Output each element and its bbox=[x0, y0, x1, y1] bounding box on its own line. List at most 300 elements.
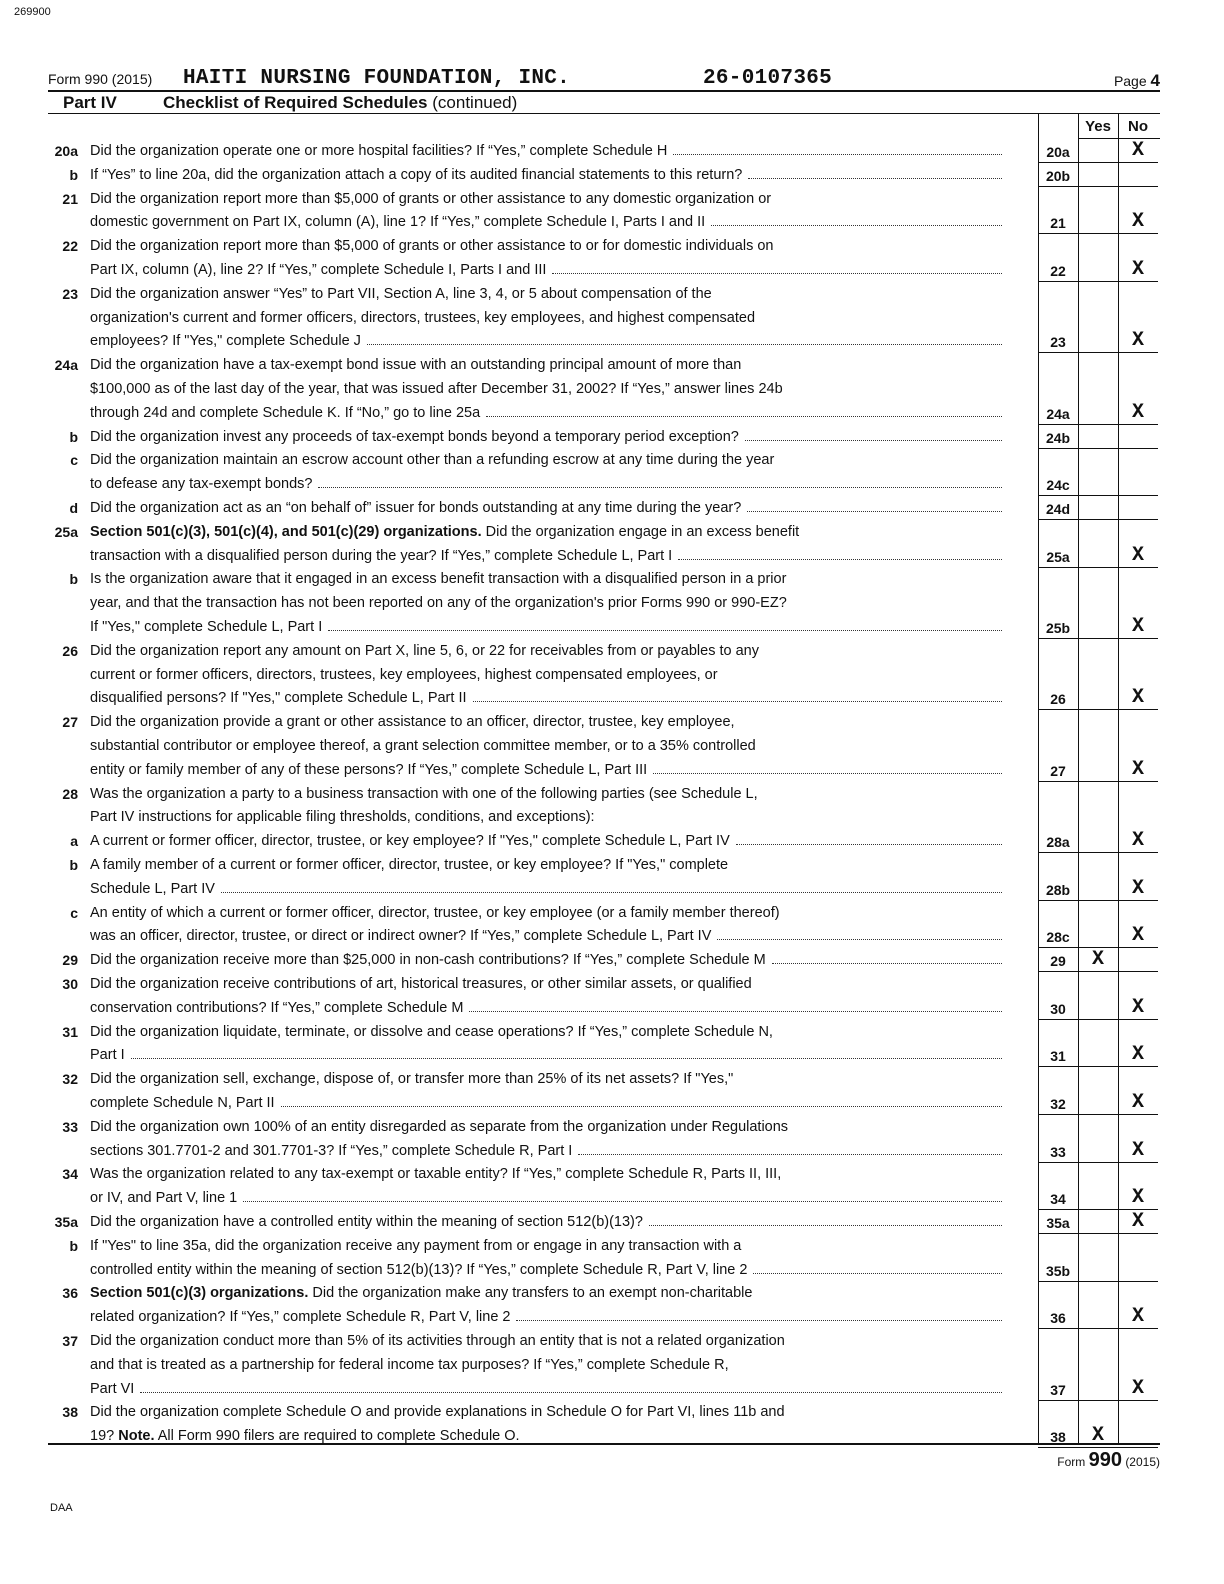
header-rule bbox=[1078, 138, 1160, 139]
leader-dots bbox=[486, 416, 1002, 417]
question-text: conservation contributions? If “Yes,” complete Schedule M bbox=[90, 999, 464, 1016]
question-line bbox=[90, 1140, 1010, 1164]
leader-dots bbox=[552, 273, 1002, 274]
question-text: entity or family member of any of these persons? If “Yes,” complete Schedule L, Part III bbox=[90, 761, 648, 778]
line-question bbox=[90, 164, 1010, 188]
question-text: If “Yes” to line 20a, did the organization attach a copy of its audited financial statements to this return? bbox=[90, 166, 743, 183]
no-answer[interactable]: X bbox=[1118, 616, 1158, 639]
leader-dots bbox=[131, 1058, 1002, 1059]
footer-form-number: 990 bbox=[1088, 1449, 1122, 1471]
checklist-row bbox=[48, 283, 1160, 354]
daa-label: DAA bbox=[50, 1502, 73, 1514]
question-text: Did the organization report any amount on Part X, line 5, 6, or 22 for receivables from or payables to any bbox=[90, 642, 759, 659]
leader-dots bbox=[473, 701, 1002, 702]
line-reference: 33 bbox=[1038, 1140, 1078, 1163]
no-answer[interactable] bbox=[1118, 949, 1158, 972]
leader-dots bbox=[753, 1273, 1002, 1274]
line-question bbox=[90, 830, 1010, 854]
question-line bbox=[90, 1306, 1010, 1330]
question-line bbox=[90, 830, 1010, 854]
no-answer[interactable] bbox=[1118, 426, 1158, 449]
no-answer[interactable]: X bbox=[1118, 687, 1158, 710]
page-indicator bbox=[1114, 71, 1160, 91]
leader-dots bbox=[649, 1225, 1002, 1226]
question-line bbox=[90, 1378, 1010, 1402]
leader-dots bbox=[673, 154, 1002, 155]
question-text: year, and that the transaction has not been reported on any of the organization's prior Forms 990 or 990-EZ? bbox=[90, 595, 787, 612]
line-number: 38 bbox=[62, 1404, 78, 1421]
checklist-row bbox=[48, 1068, 1160, 1116]
question-line bbox=[90, 1092, 1010, 1116]
yes-answer[interactable] bbox=[1078, 473, 1118, 496]
form-label: Form 990 (2015) bbox=[48, 71, 153, 87]
question-text: Did the organization answer “Yes” to Part VII, Section A, line 3, 4, or 5 about compensation of the bbox=[90, 285, 712, 302]
question-line bbox=[90, 568, 1010, 592]
question-text: Did the organization engage in an excess benefit bbox=[481, 523, 800, 540]
line-reference: 27 bbox=[1038, 759, 1078, 782]
question-line bbox=[90, 997, 1010, 1021]
line-reference: 28c bbox=[1038, 925, 1078, 948]
yes-answer[interactable] bbox=[1078, 497, 1118, 520]
question-text: Did the organization own 100% of an entity disregarded as separate from the organization under Regulations bbox=[90, 1118, 789, 1135]
yes-answer[interactable] bbox=[1078, 1044, 1118, 1067]
part-number: Part IV bbox=[63, 93, 117, 112]
question-text: Part VI bbox=[90, 1380, 135, 1397]
question-text: transaction with a disqualified person during the year? If “Yes,” complete Schedule L, Part I bbox=[90, 547, 673, 564]
leader-dots bbox=[678, 559, 1002, 560]
line-question bbox=[90, 640, 1010, 711]
question-line bbox=[90, 1425, 1010, 1449]
checklist-row bbox=[48, 235, 1160, 283]
checklist-row bbox=[48, 711, 1160, 782]
yes-column-header: Yes bbox=[1085, 118, 1111, 135]
question-line bbox=[90, 164, 1010, 188]
leader-dots bbox=[516, 1320, 1002, 1321]
line-question bbox=[90, 1330, 1010, 1401]
line-question bbox=[90, 354, 1010, 425]
question-text: Did the organization act as an “on behalf of” issuer for bonds outstanding at any time during the year? bbox=[90, 500, 742, 516]
line-reference: 20a bbox=[1038, 140, 1078, 163]
yes-answer[interactable] bbox=[1078, 616, 1118, 639]
line-question bbox=[90, 973, 1010, 1021]
form-footer bbox=[1057, 1449, 1160, 1472]
question-line bbox=[90, 1354, 1010, 1378]
leader-dots bbox=[318, 487, 1002, 488]
question-text: current or former officers, directors, trustees, key employees, highest compensated employees, or bbox=[90, 666, 718, 683]
question-text: controlled entity within the meaning of section 512(b)(13)? If “Yes,” complete Schedule R, Part V, line 2 bbox=[90, 1261, 748, 1278]
checklist-row bbox=[48, 497, 1160, 521]
no-answer[interactable] bbox=[1118, 497, 1158, 520]
question-line bbox=[90, 402, 1010, 426]
ein: 26-0107365 bbox=[703, 67, 833, 90]
checklist-row bbox=[48, 854, 1160, 902]
question-text: Did the organization receive more than $25,000 in non-cash contributions? If “Yes,” complete Schedule M bbox=[90, 952, 766, 969]
page-label: Page bbox=[1113, 73, 1147, 89]
no-answer[interactable]: X bbox=[1118, 925, 1158, 948]
yes-answer[interactable] bbox=[1078, 1259, 1118, 1282]
no-answer[interactable]: X bbox=[1118, 402, 1158, 425]
leader-dots bbox=[711, 225, 1002, 226]
question-line bbox=[90, 259, 1010, 283]
question-text: Part IX, column (A), line 2? If “Yes,” complete Schedule I, Parts I and III bbox=[90, 261, 547, 278]
line-question bbox=[90, 783, 1010, 831]
line-question bbox=[90, 1163, 1010, 1211]
question-text: Did the organization have a controlled entity within the meaning of section 512(b)(13)? bbox=[90, 1214, 643, 1230]
question-text: Did the organization provide a grant or other assistance to an officer, director, trustee, key employee, bbox=[90, 714, 735, 731]
line-question bbox=[90, 497, 1010, 521]
question-line bbox=[90, 426, 1010, 450]
question-line bbox=[90, 878, 1010, 902]
footer-form-word: Form bbox=[1057, 1455, 1086, 1469]
line-reference: 24c bbox=[1038, 473, 1078, 496]
line-number: b bbox=[69, 571, 78, 588]
question-line bbox=[90, 497, 1010, 521]
question-line bbox=[90, 1116, 1010, 1140]
line-question bbox=[90, 283, 1010, 354]
checklist-row bbox=[48, 449, 1160, 497]
no-answer[interactable]: X bbox=[1118, 1092, 1158, 1115]
no-answer[interactable]: X bbox=[1118, 259, 1158, 282]
leader-dots bbox=[747, 511, 1002, 512]
leader-dots bbox=[243, 1201, 1002, 1202]
question-line bbox=[90, 759, 1010, 783]
line-number: 26 bbox=[62, 642, 78, 659]
yes-answer[interactable] bbox=[1078, 140, 1118, 163]
yes-answer[interactable] bbox=[1078, 997, 1118, 1020]
bottom-rule bbox=[48, 1443, 1160, 1445]
line-question bbox=[90, 711, 1010, 782]
line-number: 33 bbox=[62, 1118, 78, 1135]
question-text: Did the organization sell, exchange, dispose of, or transfer more than 25% of its net assets? If "Yes," bbox=[90, 1071, 734, 1088]
line-reference: 35a bbox=[1038, 1211, 1078, 1234]
line-reference: 28a bbox=[1038, 830, 1078, 853]
question-text: If "Yes" to line 35a, did the organization receive any payment from or engage in any transaction with a bbox=[90, 1237, 742, 1254]
line-number: 20a bbox=[54, 143, 78, 159]
line-reference: 21 bbox=[1038, 211, 1078, 234]
yes-answer[interactable] bbox=[1078, 545, 1118, 568]
question-line bbox=[90, 925, 1010, 949]
question-text: was an officer, director, trustee, or direct or indirect owner? If “Yes,” complete Schedule L, Part IV bbox=[90, 928, 712, 945]
note-label: Note. bbox=[118, 1428, 155, 1445]
note-text: All Form 990 filers are required to complete Schedule O. bbox=[154, 1428, 520, 1445]
question-text: Part IV instructions for applicable filing thresholds, conditions, and exceptions): bbox=[90, 809, 595, 826]
no-answer[interactable]: X bbox=[1118, 545, 1158, 568]
question-text: Did the organization make any transfers to an exempt non-charitable bbox=[308, 1285, 753, 1302]
yes-answer[interactable] bbox=[1078, 164, 1118, 187]
question-line bbox=[90, 1187, 1010, 1211]
question-text: 19? bbox=[90, 1428, 119, 1445]
question-line bbox=[90, 1282, 1010, 1306]
checklist-row bbox=[48, 902, 1160, 950]
checklist-row bbox=[48, 568, 1160, 639]
line-number: 36 bbox=[62, 1285, 78, 1302]
no-answer[interactable]: X bbox=[1118, 330, 1158, 353]
checklist-row bbox=[48, 1116, 1160, 1164]
question-text: disqualified persons? If "Yes," complete Schedule L, Part II bbox=[90, 690, 467, 707]
question-line bbox=[90, 616, 1010, 640]
question-line bbox=[90, 783, 1010, 807]
checklist-row bbox=[48, 521, 1160, 569]
question-text: organization's current and former officers, directors, trustees, key employees, and highest compensated bbox=[90, 309, 756, 326]
leader-dots bbox=[736, 844, 1002, 845]
checklist-row bbox=[48, 640, 1160, 711]
part-title bbox=[163, 93, 517, 113]
part-title-suffix: (continued) bbox=[432, 93, 518, 112]
line-question bbox=[90, 1068, 1010, 1116]
question-text: sections 301.7701-2 and 301.7701-3? If “Yes,” complete Schedule R, Part I bbox=[90, 1142, 573, 1159]
leader-dots bbox=[745, 440, 1002, 441]
yes-answer[interactable] bbox=[1078, 1306, 1118, 1329]
line-question bbox=[90, 1282, 1010, 1330]
line-reference: 34 bbox=[1038, 1187, 1078, 1210]
yes-answer[interactable] bbox=[1078, 402, 1118, 425]
question-text: domestic government on Part IX, column (A), line 1? If “Yes,” complete Schedule I, Parts I and II bbox=[90, 214, 706, 231]
checklist-row bbox=[48, 783, 1160, 831]
checklist-row bbox=[48, 188, 1160, 236]
line-reference: 32 bbox=[1038, 1092, 1078, 1115]
line-number: a bbox=[70, 833, 78, 850]
leader-dots bbox=[221, 892, 1002, 893]
no-answer[interactable]: X bbox=[1118, 878, 1158, 901]
question-line bbox=[90, 949, 1010, 973]
leader-dots bbox=[469, 1011, 1002, 1012]
part-header bbox=[48, 91, 1160, 114]
no-answer[interactable]: X bbox=[1118, 759, 1158, 782]
line-number: 35a bbox=[54, 1214, 78, 1230]
line-number: 21 bbox=[62, 190, 78, 207]
question-line bbox=[90, 711, 1010, 735]
checklist-row bbox=[48, 140, 1160, 164]
checklist-row bbox=[48, 1235, 1160, 1283]
leader-dots bbox=[653, 773, 1002, 774]
line-question bbox=[90, 140, 1010, 164]
question-line bbox=[90, 687, 1010, 711]
yes-answer[interactable] bbox=[1078, 1187, 1118, 1210]
question-text: Was the organization related to any tax-exempt or taxable entity? If “Yes,” complete Schedule R, Parts II, III, bbox=[90, 1166, 782, 1183]
line-question bbox=[90, 188, 1010, 236]
line-question bbox=[90, 1021, 1010, 1069]
no-answer[interactable] bbox=[1118, 164, 1158, 187]
question-line bbox=[90, 1330, 1010, 1354]
no-answer[interactable] bbox=[1118, 1259, 1158, 1282]
question-line bbox=[90, 1211, 1010, 1235]
question-text: Did the organization report more than $5,000 of grants or other assistance to or for domestic individuals on bbox=[90, 238, 774, 255]
yes-answer[interactable] bbox=[1078, 830, 1118, 853]
question-line bbox=[90, 211, 1010, 235]
line-reference: 24d bbox=[1038, 497, 1078, 520]
line-number: d bbox=[69, 500, 78, 516]
no-answer[interactable] bbox=[1118, 473, 1158, 496]
checklist-row bbox=[48, 1021, 1160, 1069]
line-number: c bbox=[70, 904, 78, 921]
question-text: related organization? If “Yes,” complete Schedule R, Part V, line 2 bbox=[90, 1309, 511, 1326]
line-number: 28 bbox=[62, 785, 78, 802]
line-number: 23 bbox=[62, 285, 78, 302]
question-line bbox=[90, 1044, 1010, 1068]
question-text: Did the organization receive contributions of art, historical treasures, or other similar assets, or qualified bbox=[90, 976, 752, 992]
no-answer[interactable]: X bbox=[1118, 1211, 1158, 1234]
question-text: A current or former officer, director, trustee, or key employee? If "Yes," complete Schedule L, Part IV bbox=[90, 833, 730, 850]
leader-dots bbox=[367, 344, 1002, 345]
question-line bbox=[90, 1235, 1010, 1259]
checklist-row bbox=[48, 1163, 1160, 1211]
question-text: Was the organization a party to a business transaction with one of the following parties (see Schedule L, bbox=[90, 785, 758, 802]
question-line bbox=[90, 1068, 1010, 1092]
yes-answer[interactable] bbox=[1078, 878, 1118, 901]
question-text: Did the organization report more than $5,000 of grants or other assistance to any domestic organization or bbox=[90, 190, 772, 207]
question-line bbox=[90, 854, 1010, 878]
line-reference: 37 bbox=[1038, 1378, 1078, 1401]
question-line bbox=[90, 235, 1010, 259]
yes-answer[interactable] bbox=[1078, 330, 1118, 353]
question-text: Did the organization have a tax-exempt bond issue with an outstanding principal amount of more than bbox=[90, 357, 742, 374]
checklist-row bbox=[48, 1211, 1160, 1235]
checklist-row bbox=[48, 164, 1160, 188]
question-line bbox=[90, 283, 1010, 307]
question-line bbox=[90, 664, 1010, 688]
no-answer[interactable]: X bbox=[1118, 211, 1158, 234]
line-reference: 22 bbox=[1038, 259, 1078, 282]
yes-answer[interactable] bbox=[1078, 759, 1118, 782]
question-text: employees? If "Yes," complete Schedule J bbox=[90, 333, 361, 350]
line-question bbox=[90, 521, 1010, 569]
question-text: or IV, and Part V, line 1 bbox=[90, 1190, 238, 1207]
question-line bbox=[90, 806, 1010, 830]
question-text: Did the organization conduct more than 5% of its activities through an entity that is not a related organization bbox=[90, 1333, 785, 1349]
question-text: Did the organization operate one or more hospital facilities? If “Yes,” complete Schedule H bbox=[90, 143, 668, 159]
checklist-row bbox=[48, 426, 1160, 450]
question-text: Did the organization complete Schedule O and provide explanations in Schedule O for Part VI, lines 11b and bbox=[90, 1404, 785, 1421]
leader-dots bbox=[772, 963, 1002, 964]
line-number: 25a bbox=[54, 523, 78, 540]
yes-answer[interactable] bbox=[1078, 426, 1118, 449]
question-line bbox=[90, 545, 1010, 569]
question-line bbox=[90, 330, 1010, 354]
question-line bbox=[90, 902, 1010, 926]
line-number: b bbox=[69, 1237, 78, 1254]
line-number: b bbox=[69, 428, 78, 445]
organization-name: HAITI NURSING FOUNDATION, INC. bbox=[183, 67, 571, 90]
line-question bbox=[90, 1235, 1010, 1283]
question-text: Schedule L, Part IV bbox=[90, 880, 215, 897]
no-answer[interactable]: X bbox=[1118, 1378, 1158, 1401]
no-answer[interactable]: X bbox=[1118, 1306, 1158, 1329]
line-number: b bbox=[69, 857, 78, 873]
leader-dots bbox=[578, 1154, 1002, 1155]
no-answer[interactable]: X bbox=[1118, 1140, 1158, 1163]
question-text: Did the organization maintain an escrow account other than a refunding escrow at any time during the year bbox=[90, 452, 775, 469]
line-question bbox=[90, 1116, 1010, 1164]
yes-answer[interactable]: X bbox=[1078, 1425, 1118, 1448]
line-reference: 25b bbox=[1038, 616, 1078, 639]
checklist-row bbox=[48, 830, 1160, 854]
yes-answer[interactable] bbox=[1078, 1092, 1118, 1115]
no-answer[interactable]: X bbox=[1118, 1044, 1158, 1067]
line-number: 24a bbox=[54, 357, 78, 374]
checklist-row bbox=[48, 973, 1160, 1021]
line-reference: 30 bbox=[1038, 997, 1078, 1020]
no-answer[interactable]: X bbox=[1118, 140, 1158, 163]
question-line bbox=[90, 973, 1010, 997]
question-line bbox=[90, 521, 1010, 545]
form-header bbox=[48, 68, 1160, 92]
line-reference: 25a bbox=[1038, 545, 1078, 568]
line-number: b bbox=[69, 166, 78, 183]
question-text: If "Yes," complete Schedule L, Part I bbox=[90, 618, 323, 635]
question-line bbox=[90, 640, 1010, 664]
part-title-text: Checklist of Required Schedules bbox=[163, 93, 428, 112]
question-text: to defease any tax-exempt bonds? bbox=[90, 476, 313, 493]
line-number: 37 bbox=[62, 1333, 78, 1349]
line-reference: 24a bbox=[1038, 402, 1078, 425]
question-line bbox=[90, 140, 1010, 164]
yes-answer[interactable] bbox=[1078, 687, 1118, 710]
line-reference: 24b bbox=[1038, 426, 1078, 449]
checklist-row bbox=[48, 1330, 1160, 1401]
yes-answer[interactable] bbox=[1078, 925, 1118, 948]
question-line bbox=[90, 188, 1010, 212]
checklist-row bbox=[48, 354, 1160, 425]
line-reference: 36 bbox=[1038, 1306, 1078, 1329]
checklist-row bbox=[48, 949, 1160, 973]
yes-answer[interactable] bbox=[1078, 1140, 1118, 1163]
line-question bbox=[90, 426, 1010, 450]
question-text: Is the organization aware that it engaged in an excess benefit transaction with a disqualified person in a prior bbox=[90, 571, 787, 588]
yes-answer[interactable]: X bbox=[1078, 949, 1118, 972]
question-text: substantial contributor or employee thereof, a grant selection committee member, or to a 35% controlled bbox=[90, 737, 756, 754]
bold-prefix: Section 501(c)(3) organizations. bbox=[90, 1285, 309, 1302]
line-question bbox=[90, 949, 1010, 973]
footer-year: (2015) bbox=[1125, 1455, 1160, 1469]
question-line bbox=[90, 592, 1010, 616]
line-question bbox=[90, 568, 1010, 639]
question-line bbox=[90, 1401, 1010, 1425]
yes-answer[interactable] bbox=[1078, 1378, 1118, 1401]
line-reference: 20b bbox=[1038, 164, 1078, 187]
question-line bbox=[90, 473, 1010, 497]
leader-dots bbox=[281, 1106, 1002, 1107]
page-number: 4 bbox=[1150, 71, 1160, 90]
line-question bbox=[90, 1401, 1010, 1449]
line-number: 27 bbox=[62, 714, 78, 731]
line-question bbox=[90, 449, 1010, 497]
no-answer[interactable]: X bbox=[1118, 830, 1158, 853]
no-answer[interactable]: X bbox=[1118, 997, 1158, 1020]
yes-answer[interactable] bbox=[1078, 259, 1118, 282]
line-question bbox=[90, 902, 1010, 950]
line-number: 30 bbox=[62, 976, 78, 992]
line-reference: 28b bbox=[1038, 878, 1078, 901]
question-text: through 24d and complete Schedule K. If “No,” go to line 25a bbox=[90, 404, 481, 421]
line-question bbox=[90, 854, 1010, 902]
yes-answer[interactable] bbox=[1078, 1211, 1118, 1234]
question-line bbox=[90, 354, 1010, 378]
yes-answer[interactable] bbox=[1078, 211, 1118, 234]
question-line bbox=[90, 307, 1010, 331]
line-number: 22 bbox=[62, 238, 78, 255]
question-text: $100,000 as of the last day of the year, that was issued after December 31, 2002? If “Yes,” answer lines 24b bbox=[90, 380, 783, 397]
question-line bbox=[90, 1163, 1010, 1187]
line-number: 29 bbox=[62, 952, 78, 969]
no-column-header: No bbox=[1128, 118, 1148, 135]
no-answer[interactable]: X bbox=[1118, 1187, 1158, 1210]
line-question bbox=[90, 1211, 1010, 1235]
question-text: Did the organization invest any proceeds of tax-exempt bonds beyond a temporary period exception? bbox=[90, 428, 739, 445]
question-text: Did the organization liquidate, terminate, or dissolve and cease operations? If “Yes,” complete Schedule N, bbox=[90, 1023, 773, 1040]
question-text: complete Schedule N, Part II bbox=[90, 1094, 275, 1111]
leader-dots bbox=[748, 178, 1002, 179]
question-text: An entity of which a current or former officer, director, trustee, or key employee (or a family member thereof) bbox=[90, 904, 780, 921]
